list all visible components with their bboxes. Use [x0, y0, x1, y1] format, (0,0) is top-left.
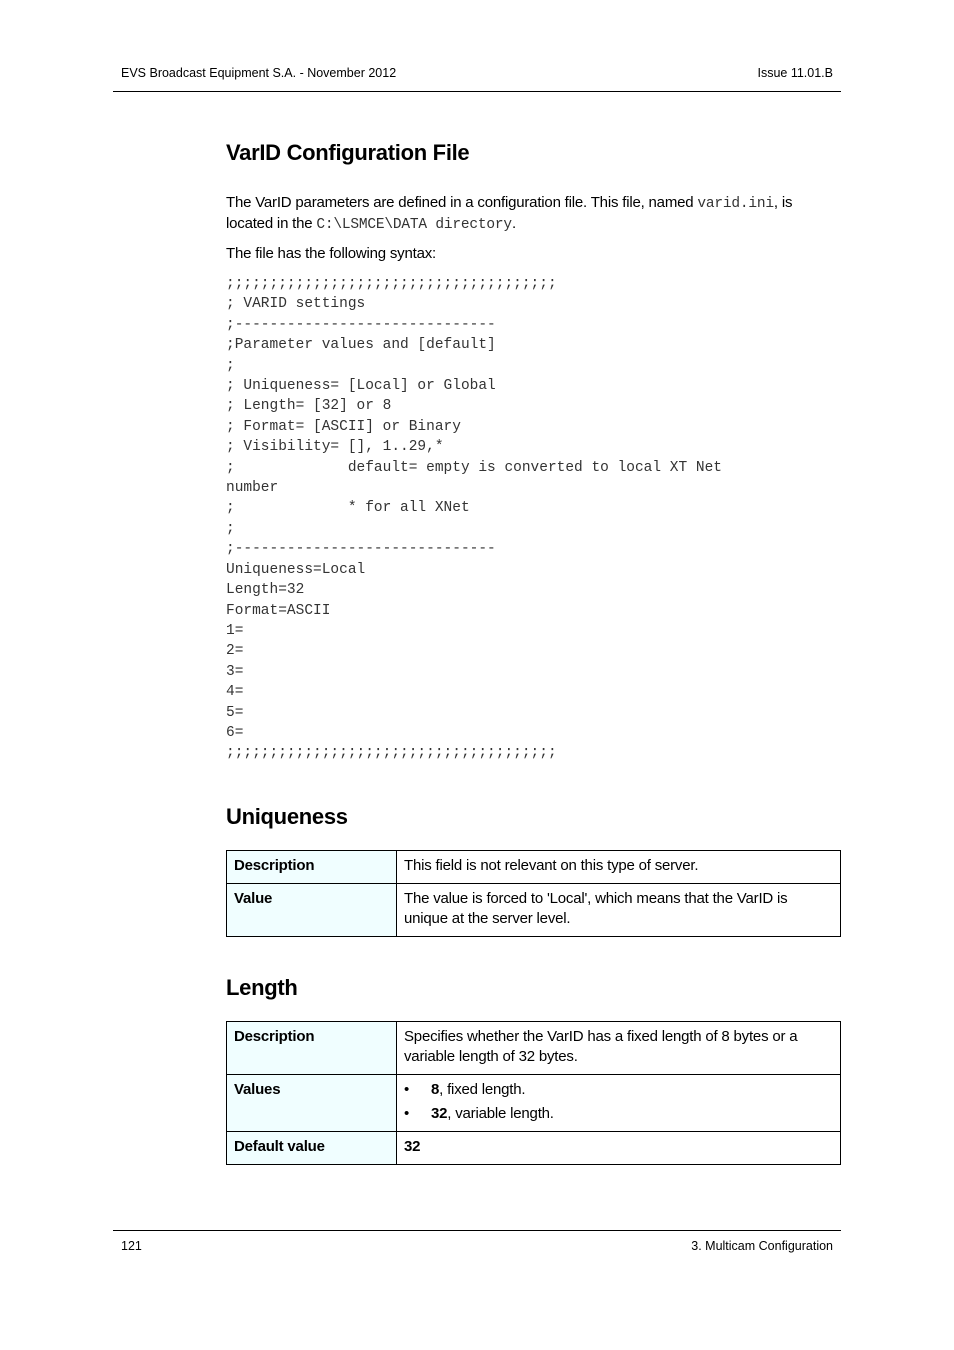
uniqueness-section-title: Uniqueness — [226, 803, 348, 829]
intro-text-2: , is located in the — [226, 194, 793, 232]
syntax-intro: The file has the following syntax: — [226, 245, 436, 262]
uniqueness-description-label: Description — [227, 850, 397, 883]
table-row — [227, 1074, 841, 1131]
value-text: , fixed length. — [439, 1080, 526, 1098]
length-table — [226, 1021, 841, 1165]
footer-page-number: 121 — [121, 1239, 142, 1253]
length-section-title: Length — [226, 974, 298, 1000]
list-item — [404, 1080, 833, 1100]
length-default-label: Default value — [227, 1131, 397, 1164]
page-content — [226, 140, 841, 1165]
table-row — [227, 850, 841, 883]
length-values-list-cell — [397, 1074, 841, 1131]
intro-text-1: The VarID parameters are defined in a configuration file. This file, named — [226, 194, 698, 211]
length-values-label: Values — [227, 1074, 397, 1131]
length-default-value — [397, 1131, 841, 1164]
page-header — [113, 0, 841, 92]
header-publisher: EVS Broadcast Equipment S.A. - November 2012 — [121, 66, 397, 80]
varid-ini-code-block: ;;;;;;;;;;;;;;;;;;;;;;;;;;;;;;;;;;;;;; ; VARID settings ;------------------------------ ;Parameter values and [default] ; ; Uniqueness= [Local] or Global ; Length= [32] or 8 ; Format= [ASCII] or Binary ; Visibility= [], 1..29,* ; default= empty is converted to local XT Net number ; * for all XNet ; ;------------------------------ Uniqueness=Local Length=32 Format=ASCII 1= 2= 3= 4= 5= 6= ;;;;;;;;;;;;;;;;;;;;;;;;;;;;;;;;;;;;;; — [226, 276, 722, 762]
bullet-icon: • — [404, 1080, 410, 1098]
table-row — [227, 1131, 841, 1164]
value-bold: 8 — [431, 1080, 440, 1098]
footer-section: 3. Multicam Configuration — [691, 1239, 833, 1253]
varid-section-title: VarID Configuration File — [226, 140, 470, 165]
value-bold: 32 — [431, 1104, 448, 1122]
page-footer — [113, 1230, 841, 1253]
varid-intro-paragraph — [226, 193, 841, 235]
length-description-label: Description — [227, 1021, 397, 1074]
intro-path: C:\LSMCE\DATA directory — [316, 217, 512, 233]
length-description-value: Specifies whether the VarID has a fixed length of 8 bytes or a variable length of 32 bytes. — [397, 1021, 841, 1074]
default-value-bold: 32 — [404, 1137, 421, 1155]
header-issue: Issue 11.01.B — [757, 66, 833, 80]
table-row — [227, 1021, 841, 1074]
uniqueness-value-value: The value is forced to 'Local', which means that the VarID is unique at the server level. — [397, 883, 841, 936]
value-text: , variable length. — [447, 1104, 554, 1122]
uniqueness-table — [226, 850, 841, 937]
uniqueness-description-value: This field is not relevant on this type of server. — [397, 850, 841, 883]
intro-filename: varid.ini — [697, 196, 774, 212]
bullet-icon: • — [404, 1104, 410, 1122]
intro-text-3: . — [511, 215, 516, 232]
length-values-list — [404, 1080, 833, 1124]
uniqueness-value-label: Value — [227, 883, 397, 936]
list-item — [404, 1104, 833, 1124]
table-row — [227, 883, 841, 936]
